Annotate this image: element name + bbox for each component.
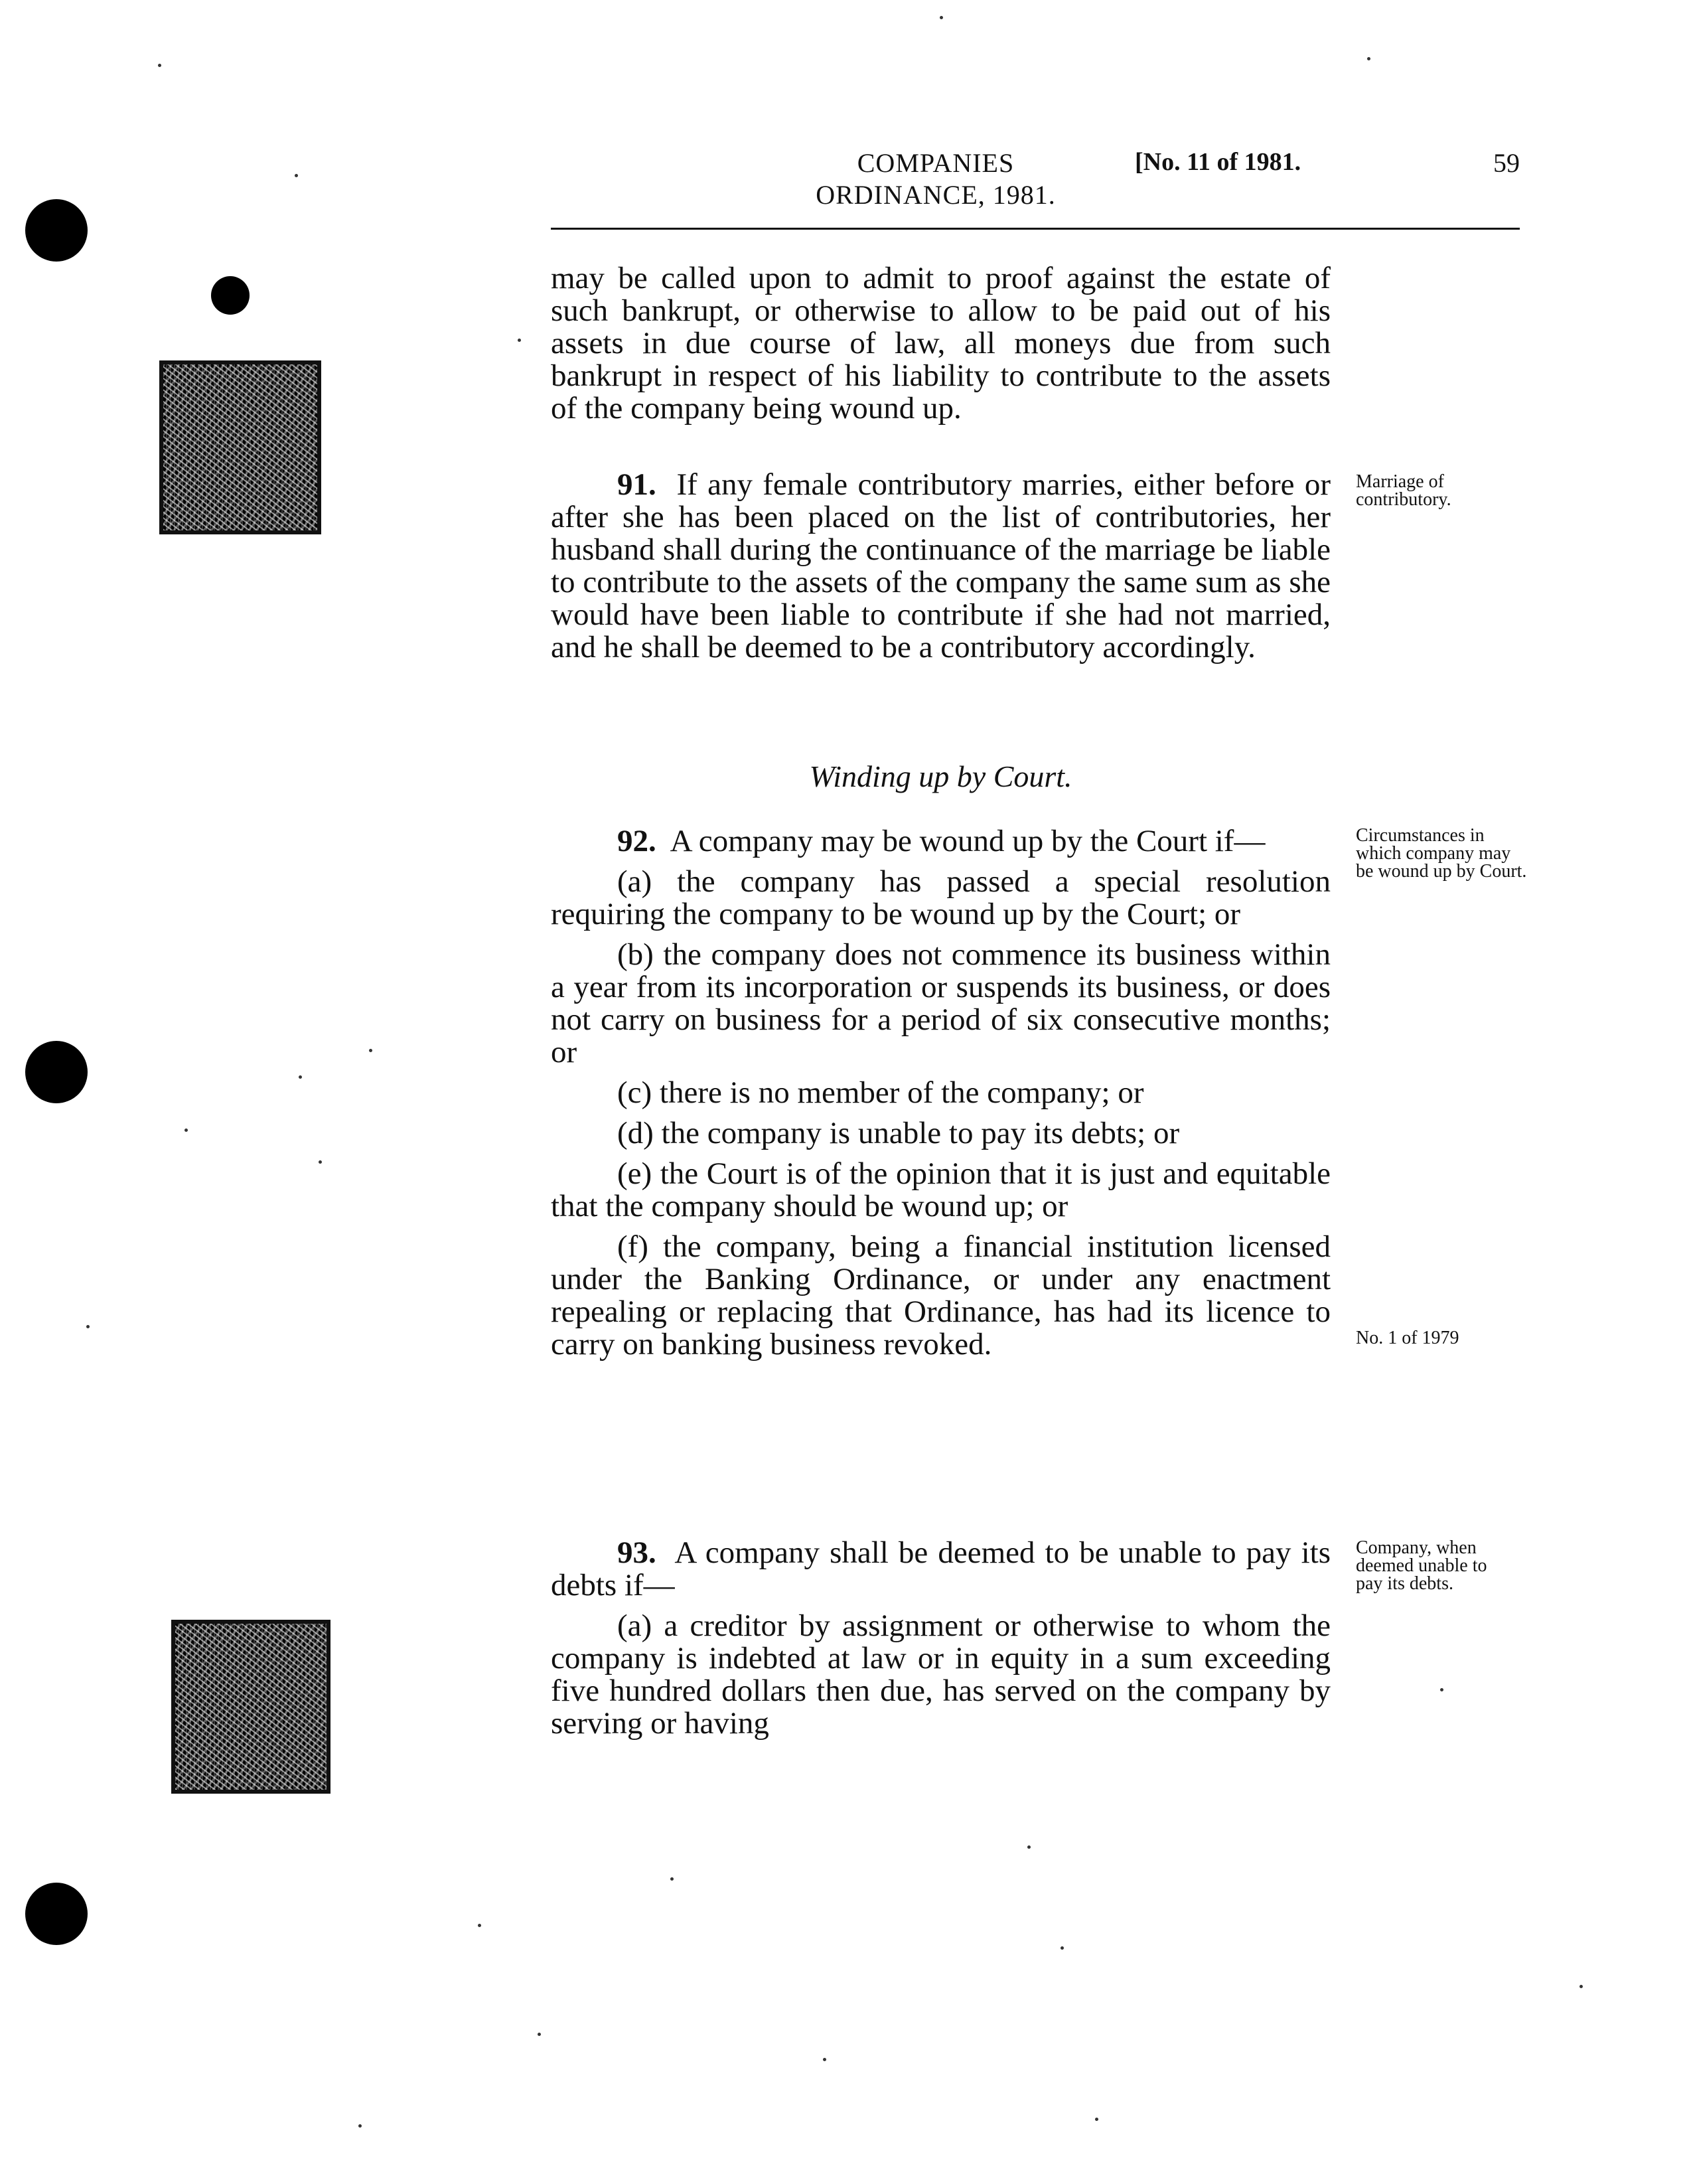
part-heading: Winding up by Court.: [809, 759, 1072, 793]
running-title: [763, 147, 1108, 211]
speck: [369, 1049, 372, 1052]
section-92-item-e: (e) the Court is of the opinion that it is just and equitable that the company should be wound up; or: [551, 1156, 1331, 1223]
speck: [1579, 1985, 1583, 1988]
section-92-text: A company may be wound up by the Court if—: [670, 824, 1266, 858]
speck: [158, 64, 161, 67]
section-92: [551, 825, 1331, 1361]
speck: [184, 1129, 188, 1132]
section-92-item-b: (b) the company does not commence its business within a year from its incorporation or suspends its business, or does not carry on business for a period of six consecutive months; or: [551, 937, 1331, 1069]
punch-hole-top: [25, 199, 88, 262]
speck: [1061, 1946, 1064, 1950]
scan-damage-patch-top: [159, 360, 321, 534]
ordinance-number: [No. 11 of 1981.: [1135, 148, 1301, 176]
section-93-paragraph: [551, 1537, 1331, 1602]
margin-note-93: Company, when deemed unable to pay its debts.: [1356, 1537, 1487, 1594]
section-91-text: If any female contributory marries, either before or after she has been placed on the list of contributories, her husband shall during the continuance of the marriage be liable to contribute to the assets of the company the same sum as she would have been liable to contribute if she had not married, and he shall be deemed to be a contributory accordingly.: [551, 467, 1331, 664]
speck: [1095, 2118, 1098, 2121]
speck: [940, 16, 943, 19]
speck: [295, 174, 298, 177]
speck: [518, 339, 521, 342]
section-92-item-a: (a) the company has passed a special resolution requiring the company to be wound up by the Court; or: [551, 864, 1331, 931]
speck: [319, 1160, 322, 1164]
margin-note-92: Circumstances in which company may be wound up by Court.: [1356, 825, 1527, 882]
speck: [86, 1325, 90, 1328]
speck: [1367, 57, 1370, 60]
running-title-line1: COMPANIES: [857, 148, 1015, 178]
punch-hole-bottom: [25, 1883, 88, 1945]
section-93-item-a: (a) a creditor by assignment or otherwise to whom the company is indebted at law or in equity in a sum exceeding five hundred dollars then due, has served on the company by serving or having: [551, 1608, 1331, 1741]
page-number: 59: [1493, 148, 1520, 178]
section-93-text: A company shall be deemed to be unable to pay its debts if—: [551, 1535, 1331, 1602]
speck: [358, 2124, 362, 2128]
speck: [823, 2058, 826, 2061]
margin-note-92f: No. 1 of 1979: [1356, 1328, 1459, 1348]
section-91: [551, 469, 1331, 664]
speck: [538, 2033, 541, 2036]
section-92-number: 92.: [617, 824, 656, 858]
speck: [670, 1877, 674, 1881]
speck: [478, 1924, 481, 1927]
scan-damage-patch-bottom: [171, 1620, 330, 1794]
section-93-number: 93.: [617, 1535, 656, 1570]
section-92-item-f: (f) the company, being a financial institution licensed under the Banking Ordinance, or under any enactment repealing or replacing that Ordinance, has had its licence to carry on banking business revoked.: [551, 1229, 1331, 1362]
section-91-paragraph: [551, 469, 1331, 664]
section-92-item-c: (c) there is no member of the company; or: [617, 1075, 1144, 1110]
punch-hole-small: [211, 276, 250, 315]
speck: [299, 1075, 302, 1079]
continuation-paragraph: [551, 262, 1331, 425]
margin-note-91: Marriage of contributory.: [1356, 471, 1451, 510]
speck: [1027, 1845, 1031, 1849]
continuation-text: may be called upon to admit to proof against the estate of such bankrupt, or otherwise to allow to be paid out of his assets in due course of law, all moneys due from such bankrupt in respect of his liability to contribute to the assets of the company being wound up.: [551, 261, 1331, 426]
running-title-line2: ORDINANCE, 1981.: [816, 180, 1056, 210]
speck: [1440, 1688, 1443, 1691]
section-92-paragraph: [551, 825, 1331, 858]
section-91-number: 91.: [617, 467, 656, 502]
punch-hole-middle: [25, 1041, 88, 1103]
header-rule: [551, 228, 1520, 230]
section-93: [551, 1537, 1331, 1740]
section-92-item-d: (d) the company is unable to pay its debts; or: [617, 1116, 1180, 1150]
